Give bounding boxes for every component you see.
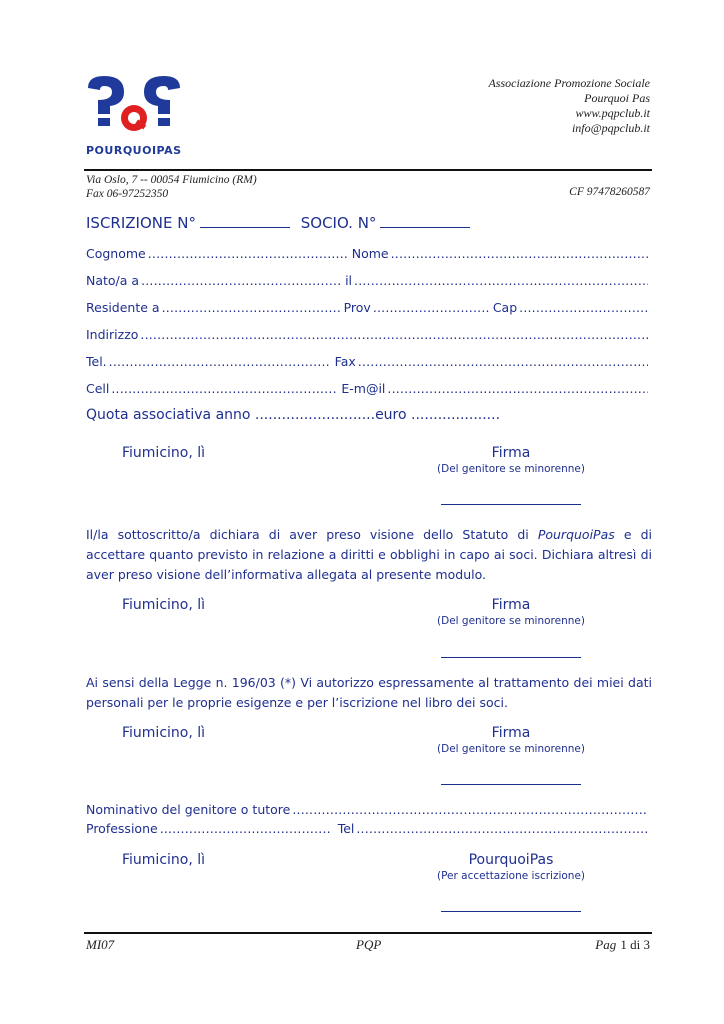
footer-page	[595, 937, 650, 953]
email-field[interactable]	[387, 381, 648, 396]
logo	[86, 74, 182, 158]
row-tel-fax	[86, 354, 648, 369]
iscrizione-label: ISCRIZIONE N°	[86, 214, 196, 232]
footer-page-word: Pag	[595, 937, 617, 952]
nominativo-label: Nominativo del genitore o tutore	[86, 802, 291, 817]
row-professione	[86, 821, 648, 836]
nome-field[interactable]	[391, 246, 648, 261]
sig4-title: PourquoiPas	[468, 852, 554, 868]
footer-page-number: 1 di 3	[620, 937, 650, 952]
nominativo-field[interactable]	[292, 802, 648, 817]
tel-field[interactable]	[109, 354, 331, 369]
codice-fiscale: CF 97478260587	[569, 186, 650, 198]
org-info	[488, 76, 650, 136]
sig2-title: Firma	[491, 597, 531, 613]
sig2-note: (Del genitore se minorenne)	[437, 615, 585, 627]
row-nato-il	[86, 273, 648, 288]
sig2-place: Fiumicino, lì	[122, 597, 206, 613]
fax-label: Fax	[334, 354, 356, 369]
row-cell-email	[86, 381, 648, 396]
footer-code: MI07	[86, 937, 115, 952]
org-website: www.pqpclub.it	[575, 106, 650, 120]
tel-label: Tel.	[86, 354, 107, 369]
pqp-logo-icon	[86, 74, 182, 140]
cognome-label: Cognome	[86, 246, 146, 261]
sig2-signature-line[interactable]	[441, 657, 581, 658]
sig3-title: Firma	[491, 725, 531, 741]
sig1-note: (Del genitore se minorenne)	[437, 463, 585, 475]
professione-field[interactable]	[160, 821, 330, 836]
tutor-tel-label: Tel	[337, 821, 355, 836]
org-line2: Pourquoi Pas	[584, 91, 650, 105]
cognome-field[interactable]	[148, 246, 348, 261]
socio-label: SOCIO. N°	[300, 214, 377, 232]
logo-brand: POURQUOIPAS	[86, 144, 182, 157]
para1-post: e di accettare quanto previsto in relazione a diritti e obblighi in capo ai soci. Dichiara altresì di aver preso visione dell’informativa allegata al presente modulo.	[86, 527, 653, 582]
address	[86, 173, 257, 201]
sig4-signature-line[interactable]	[441, 911, 581, 912]
iscrizione-number-field[interactable]	[200, 213, 290, 228]
cell-field[interactable]	[111, 381, 337, 396]
nato-label: Nato/a a	[86, 273, 140, 288]
residente-label: Residente a	[86, 300, 160, 315]
org-email: info@pqpclub.it	[571, 121, 650, 135]
header-rule	[84, 169, 652, 171]
indirizzo-field[interactable]	[140, 327, 648, 342]
prov-field[interactable]	[373, 300, 489, 315]
footer-rule	[84, 932, 652, 934]
address-line: Via Oslo, 7 -- 00054 Fiumicino (RM)	[86, 174, 257, 186]
registration-title	[86, 213, 476, 232]
sig1-title: Firma	[491, 445, 531, 461]
row-nominativo	[86, 802, 648, 817]
il-field[interactable]	[354, 273, 648, 288]
nome-label: Nome	[351, 246, 389, 261]
sig3-signature-line[interactable]	[441, 784, 581, 785]
row-indirizzo	[86, 327, 648, 342]
residente-field[interactable]	[162, 300, 340, 315]
statute-declaration	[86, 525, 652, 585]
quota-associativa[interactable]: Quota associativa anno ...........................euro ....................	[86, 407, 501, 423]
privacy-consent: Ai sensi della Legge n. 196/03 (*) Vi autorizzo espressamente al trattamento dei miei dati personali per le proprie esigenze e per l’iscrizione nel libro dei soci.	[86, 675, 652, 710]
fax-line: Fax 06-97252350	[86, 188, 169, 200]
prov-label: Prov	[343, 300, 371, 315]
cap-field[interactable]	[519, 300, 648, 315]
row-residente	[86, 300, 648, 315]
sig3-note: (Del genitore se minorenne)	[437, 743, 585, 755]
tutor-tel-field[interactable]	[356, 821, 648, 836]
cell-label: Cell	[86, 381, 110, 396]
org-line1: Associazione Promozione Sociale	[488, 76, 650, 90]
footer-center: PQP	[356, 937, 382, 952]
sig1-place: Fiumicino, lì	[122, 445, 206, 461]
professione-label: Professione	[86, 821, 158, 836]
para1-pre: Il/la sottoscritto/a dichiara di aver preso visione dello Statuto di	[86, 527, 538, 542]
sig1-signature-line[interactable]	[441, 504, 581, 505]
indirizzo-label: Indirizzo	[86, 327, 139, 342]
cap-label: Cap	[492, 300, 518, 315]
fax-field[interactable]	[358, 354, 648, 369]
socio-number-field[interactable]	[380, 213, 470, 228]
il-label: il	[345, 273, 353, 288]
sig4-note: (Per accettazione iscrizione)	[436, 870, 586, 882]
sig4-place: Fiumicino, lì	[122, 852, 206, 868]
para1-brand: PourquoiPas	[537, 527, 615, 542]
row-cognome-nome	[86, 246, 648, 261]
email-label: E-m@il	[341, 381, 386, 396]
nato-field[interactable]	[141, 273, 341, 288]
sig3-place: Fiumicino, lì	[122, 725, 206, 741]
